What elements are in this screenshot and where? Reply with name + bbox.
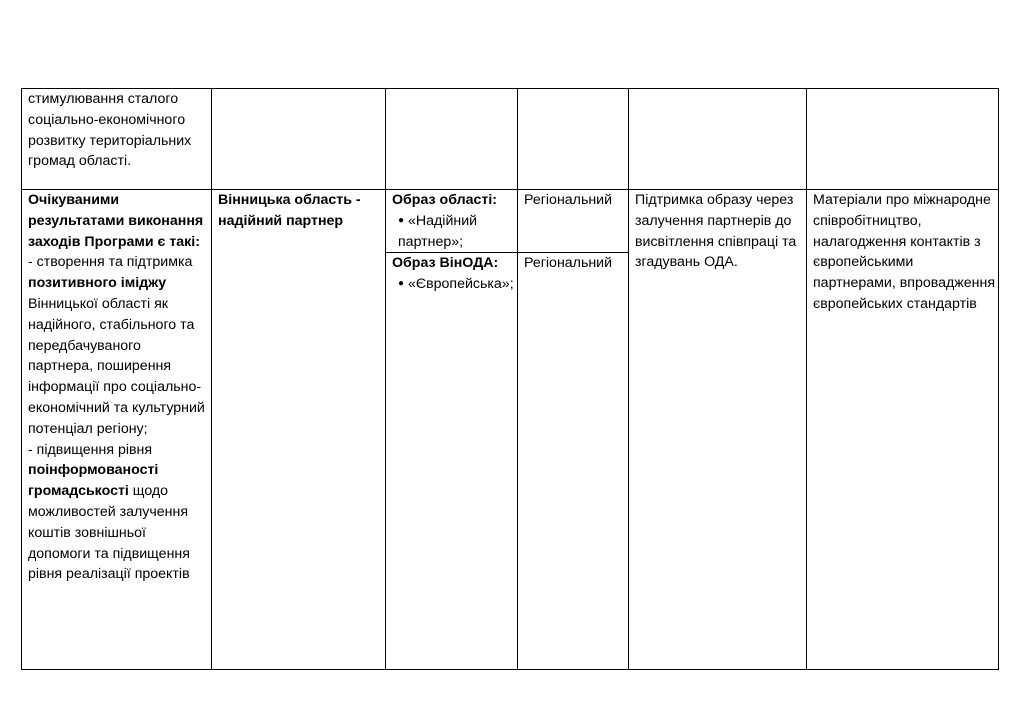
image-block-region bbox=[386, 190, 517, 252]
image-title: Образ ВінОДА: bbox=[392, 255, 499, 271]
slogan-text: Вінницька область - надійний партнер bbox=[218, 192, 361, 229]
activity-text: Підтримка образу через залучення партнерів до висвітлення співпраці та згадувань ОДА. bbox=[635, 192, 797, 271]
result-item: - створення та підтримка позитивного іміджу Вінницької області як надійного, стабільного та передбачуваного партнера, поширення інформації про соціально-економічний та культурний потенціал регіону; bbox=[28, 254, 205, 437]
level-cell bbox=[518, 190, 629, 670]
result-item: - підвищення рівня поінформованості громадськості щодо можливостей залучення коштів зовнішньої допомоги та підвищення рівня реалізації проектів bbox=[28, 441, 190, 583]
image-block-oda bbox=[386, 252, 517, 295]
level-item: Регіональний bbox=[518, 252, 628, 274]
bullet-icon: ● bbox=[398, 277, 405, 289]
expected-results-cell bbox=[22, 190, 212, 670]
level-item: Регіональний bbox=[524, 192, 613, 208]
program-table bbox=[21, 88, 999, 670]
slogan-cell bbox=[212, 190, 386, 670]
materials-cell bbox=[807, 190, 999, 670]
list-item: ● «Європейська»; bbox=[392, 274, 514, 295]
image-cell bbox=[386, 190, 518, 670]
activity-cell bbox=[629, 190, 807, 670]
expected-results-intro: Очікуваними результатами виконання заходів Програми є такі: bbox=[28, 192, 204, 250]
cell-text: стимулювання сталого соціально-економічного розвитку територіальних громад області. bbox=[28, 91, 192, 170]
table-cell bbox=[807, 89, 999, 190]
materials-text: Матеріали про міжнародне співробітництво, налагодження контактів з європейськими партнерами, впровадження європейських стандартів bbox=[813, 192, 995, 312]
table-cell bbox=[518, 89, 629, 190]
table-cell bbox=[212, 89, 386, 190]
bullet-icon: ● bbox=[398, 214, 405, 226]
table-row bbox=[22, 89, 999, 190]
table-cell bbox=[386, 89, 518, 190]
image-title: Образ області: bbox=[392, 192, 498, 208]
table-row bbox=[22, 190, 999, 670]
table-cell bbox=[629, 89, 807, 190]
table-cell bbox=[22, 89, 212, 190]
list-item: ● «Надійний партнер»; bbox=[398, 212, 478, 250]
